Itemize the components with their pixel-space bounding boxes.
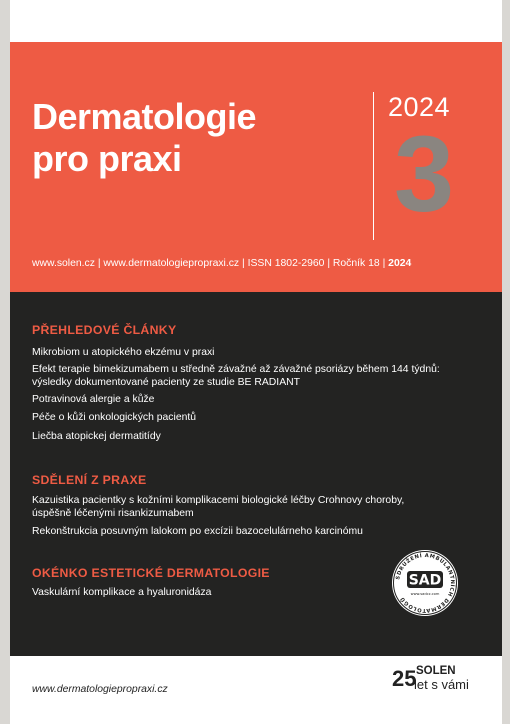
article-item: Rekonštrukcia posuvným lalokom po excízii bazocelulárneho karcinómu [32, 526, 363, 537]
article-item: Potravinová alergie a kůže [32, 394, 155, 405]
article-item: Vaskulární komplikace a hyaluronidáza [32, 587, 212, 598]
article-item: Efekt terapie bimekizumabem u středně závažné až závažné psoriázy během 144 týdnů: [32, 364, 440, 375]
solen-name: SOLEN [416, 665, 456, 677]
article-item: Kazuistika pacientky s kožními komplikacemi biologické léčby Crohnovy choroby, [32, 495, 405, 506]
title-line-1: Dermatologie [32, 96, 257, 137]
footer-url[interactable]: www.dermatologiepropraxi.cz [32, 684, 168, 695]
header-divider [373, 92, 374, 240]
issue-number: 3 [394, 113, 455, 234]
journal-title [32, 96, 256, 180]
article-item: Péče o kůži onkologických pacientů [32, 412, 197, 423]
section-heading: SDĚLENÍ Z PRAXE [32, 473, 147, 487]
journal-cover [10, 0, 502, 724]
article-item: Liečba atopickej dermatitídy [32, 431, 161, 442]
badge-abbr: SAD [408, 572, 442, 589]
article-item: Mikrobiom u atopického ekzému v praxi [32, 347, 215, 358]
badge-url: www.sadcz.com [410, 592, 440, 596]
meta-text: www.solen.cz | www.dermatologiepropraxi.cz | ISSN 1802-2960 | Ročník 18 | [32, 258, 386, 269]
cover-year: 2024 [388, 92, 451, 122]
solen-tagline: let s vámi [414, 677, 469, 692]
sad-association-logo [391, 549, 459, 617]
title-line-2: pro praxi [32, 138, 182, 179]
section-heading: OKÉNKO ESTETICKÉ DERMATOLOGIE [32, 566, 270, 580]
badge-ring-text: SDRUŽENÍ AMBULANTNÍCH DERMATOLOGŮ [395, 552, 456, 614]
solen-anniversary-number: 25 [392, 666, 417, 691]
meta-year: 2024 [388, 258, 412, 269]
section-heading: PŘEHLEDOVÉ ČLÁNKY [32, 323, 177, 337]
article-item: výsledky dokumentované pacienty ze studie BE RADIANT [32, 377, 300, 388]
solen-logo [392, 662, 502, 696]
meta-line [32, 258, 411, 269]
article-item: úspěšně léčenými risankizumabem [32, 508, 194, 519]
